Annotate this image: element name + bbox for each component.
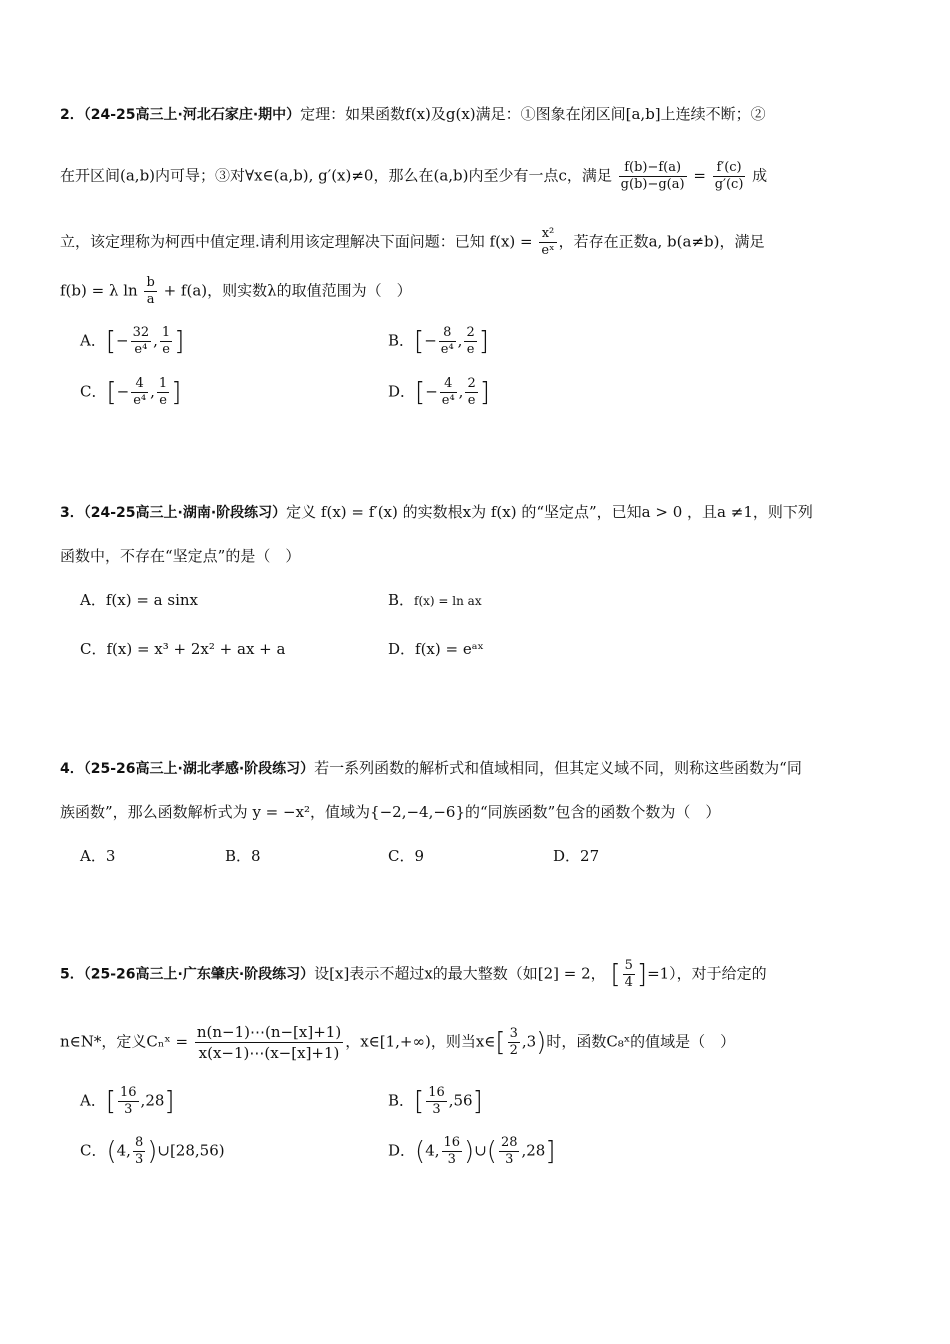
- q3-option-d[interactable]: D．f(x) = eᵃˣ: [388, 640, 484, 658]
- q5-text-2a: n∈N*，定义Cₙˣ =: [60, 1032, 189, 1051]
- q4-option-d[interactable]: D．27: [553, 847, 600, 865]
- q2-line-2: 在开区间(a,b)内可导；③对∀x∈(a,b), g′(x)≠0，那么在(a,b)内至少有一点c，满足 $\frac{f(b)-f(a)}{g(b)-g(a)}$ = $\frac{f'(c)}{g'(c)}$ 成: [60, 160, 768, 192]
- q2-text-4a: f(b) = λ ln: [60, 281, 138, 300]
- q4-option-c[interactable]: C．9: [388, 847, 425, 865]
- q2-line-1: [60, 103, 766, 126]
- q3-option-b[interactable]: B．f(x) = ln ax: [388, 591, 482, 609]
- q2-option-a[interactable]: A．[− $\frac{32}{\text{e⁴}}$ , $\frac{1}{e}$ ]: [80, 325, 185, 357]
- q5-text-1a: 设[x]表示不超过x的最大整数（如[2] = 2，: [314, 964, 606, 983]
- q2-option-c[interactable]: C．[− $\frac{4}{\text{e⁴}}$ , $\frac{1}{e}$ ]: [80, 376, 182, 408]
- q2-option-b[interactable]: B．[− $\frac{8}{\text{e⁴}}$ , $\frac{2}{e}$ ]: [388, 325, 489, 357]
- q5-text-2b: ，x∈[1,+∞)，则当x∈: [345, 1032, 496, 1051]
- q2-fraction-3: $\frac{\text{x²}}{\text{eˣ}}$: [541, 226, 555, 258]
- q4-header: 4．（25-26高三上·湖北孝感·阶段练习）: [60, 761, 315, 777]
- q2-fraction-4: $\frac{b}{a}$: [146, 275, 155, 307]
- q3-option-c[interactable]: C．f(x) = x³ + 2x² + ax + a: [80, 640, 286, 658]
- q2-text-2a: 在开区间(a,b)内可导；③对∀x∈(a,b), g′(x)≠0，那么在(a,b)内至少有一点c，满足: [60, 166, 612, 185]
- q4-text-2: 族函数”，那么函数解析式为 y = −x²，值域为{−2,−4,−6}的“同族函数”包含的函数个数为（ ）: [60, 803, 721, 821]
- q2-fraction-2: $\frac{f'(c)}{g'(c)}$: [714, 160, 744, 192]
- q4-line-2: [60, 801, 720, 823]
- q2-line-3: [60, 226, 764, 259]
- q5-option-c[interactable]: C．(4, $\frac{8}{3}$ )∪[28,56): [80, 1135, 225, 1167]
- q2-option-d[interactable]: D．[− $\frac{4}{\text{e⁴}}$ , $\frac{2}{e}$ ]: [388, 376, 490, 408]
- q5-line-2: n∈N*，定义Cₙˣ = $\frac{n(n-1)\cdots(n-[x]+1)}{x(x-1)\cdots(x-[x]+1)}$ ，x∈[1,+∞)，则当x∈[ $\frac{3}{2}$ ,3)时，函数C₈ˣ的值域是（ ）: [60, 1023, 736, 1062]
- q2-text-2b: 成: [752, 166, 768, 185]
- q2-header: 2．（24-25高三上·河北石家庄·期中）: [60, 107, 301, 123]
- q4-option-b[interactable]: B．8: [225, 847, 261, 865]
- q2-text-1: 定理：如果函数f(x)及g(x)满足：①图象在闭区间[a,b]上连续不断；②: [300, 105, 766, 123]
- q5-fraction-2: $\frac{n(n-1)\cdots(n-[x]+1)}{x(x-1)\cdots(x-[x]+1)}$: [196, 1023, 342, 1062]
- q5-text-2d: 时，函数C₈ˣ的值域是（ ）: [546, 1032, 736, 1051]
- q2-text-3a: 立，该定理称为柯西中值定理.请利用该定理解决下面问题：已知 f(x) =: [60, 232, 533, 251]
- q5-option-b[interactable]: B．[ $\frac{16}{3}$ ,56]: [388, 1085, 483, 1117]
- q3-option-a[interactable]: A．f(x) = a sinx: [80, 591, 198, 609]
- q3-header: 3．（24-25高三上·湖南·阶段练习）: [60, 505, 287, 521]
- q5-header: 5．（25-26高三上·广东肇庆·阶段练习）: [60, 966, 315, 983]
- q4-option-a[interactable]: A．3: [80, 847, 116, 865]
- q3-text-1: 定义 f(x) = f′(x) 的实数根x为 f(x) 的“坚定点”，已知a > 0 ，且a ≠1，则下列: [286, 503, 813, 521]
- q5-option-d[interactable]: D．(4, $\frac{16}{3}$ )∪( $\frac{28}{3}$ ,28]: [388, 1135, 556, 1167]
- q5-fraction-1: $\frac{5}{4}$: [624, 958, 633, 990]
- q2-line-4: [60, 275, 412, 308]
- q3-line-1: [60, 501, 813, 524]
- q2-text-3b: ，若存在正数a, b(a≠b)，满足: [558, 232, 765, 251]
- q5-text-1b: =1），对于给定的: [647, 964, 767, 983]
- q2-text-4b: + f(a)，则实数λ的取值范围为（ ）: [163, 281, 412, 300]
- q2-fraction-1: $\frac{f(b)-f(a)}{g(b)-g(a)}$: [620, 160, 685, 192]
- q3-text-2: 函数中，不存在“坚定点”的是（ ）: [60, 547, 301, 565]
- q5-fraction-3: $\frac{3}{2}$: [509, 1026, 518, 1058]
- q4-text-1: 若一系列函数的解析式和值域相同，但其定义域不同，则称这些函数为“同: [314, 759, 802, 777]
- q3-line-2: [60, 545, 300, 567]
- q5-option-a[interactable]: A．[ $\frac{16}{3}$ ,28]: [80, 1085, 175, 1117]
- q5-line-1: 5．（25-26高三上·广东肇庆·阶段练习）设[x]表示不超过x的最大整数（如[2] = 2， [ $\frac{5}{4}$ ]=1），对于给定的: [60, 958, 767, 990]
- q4-line-1: [60, 757, 802, 780]
